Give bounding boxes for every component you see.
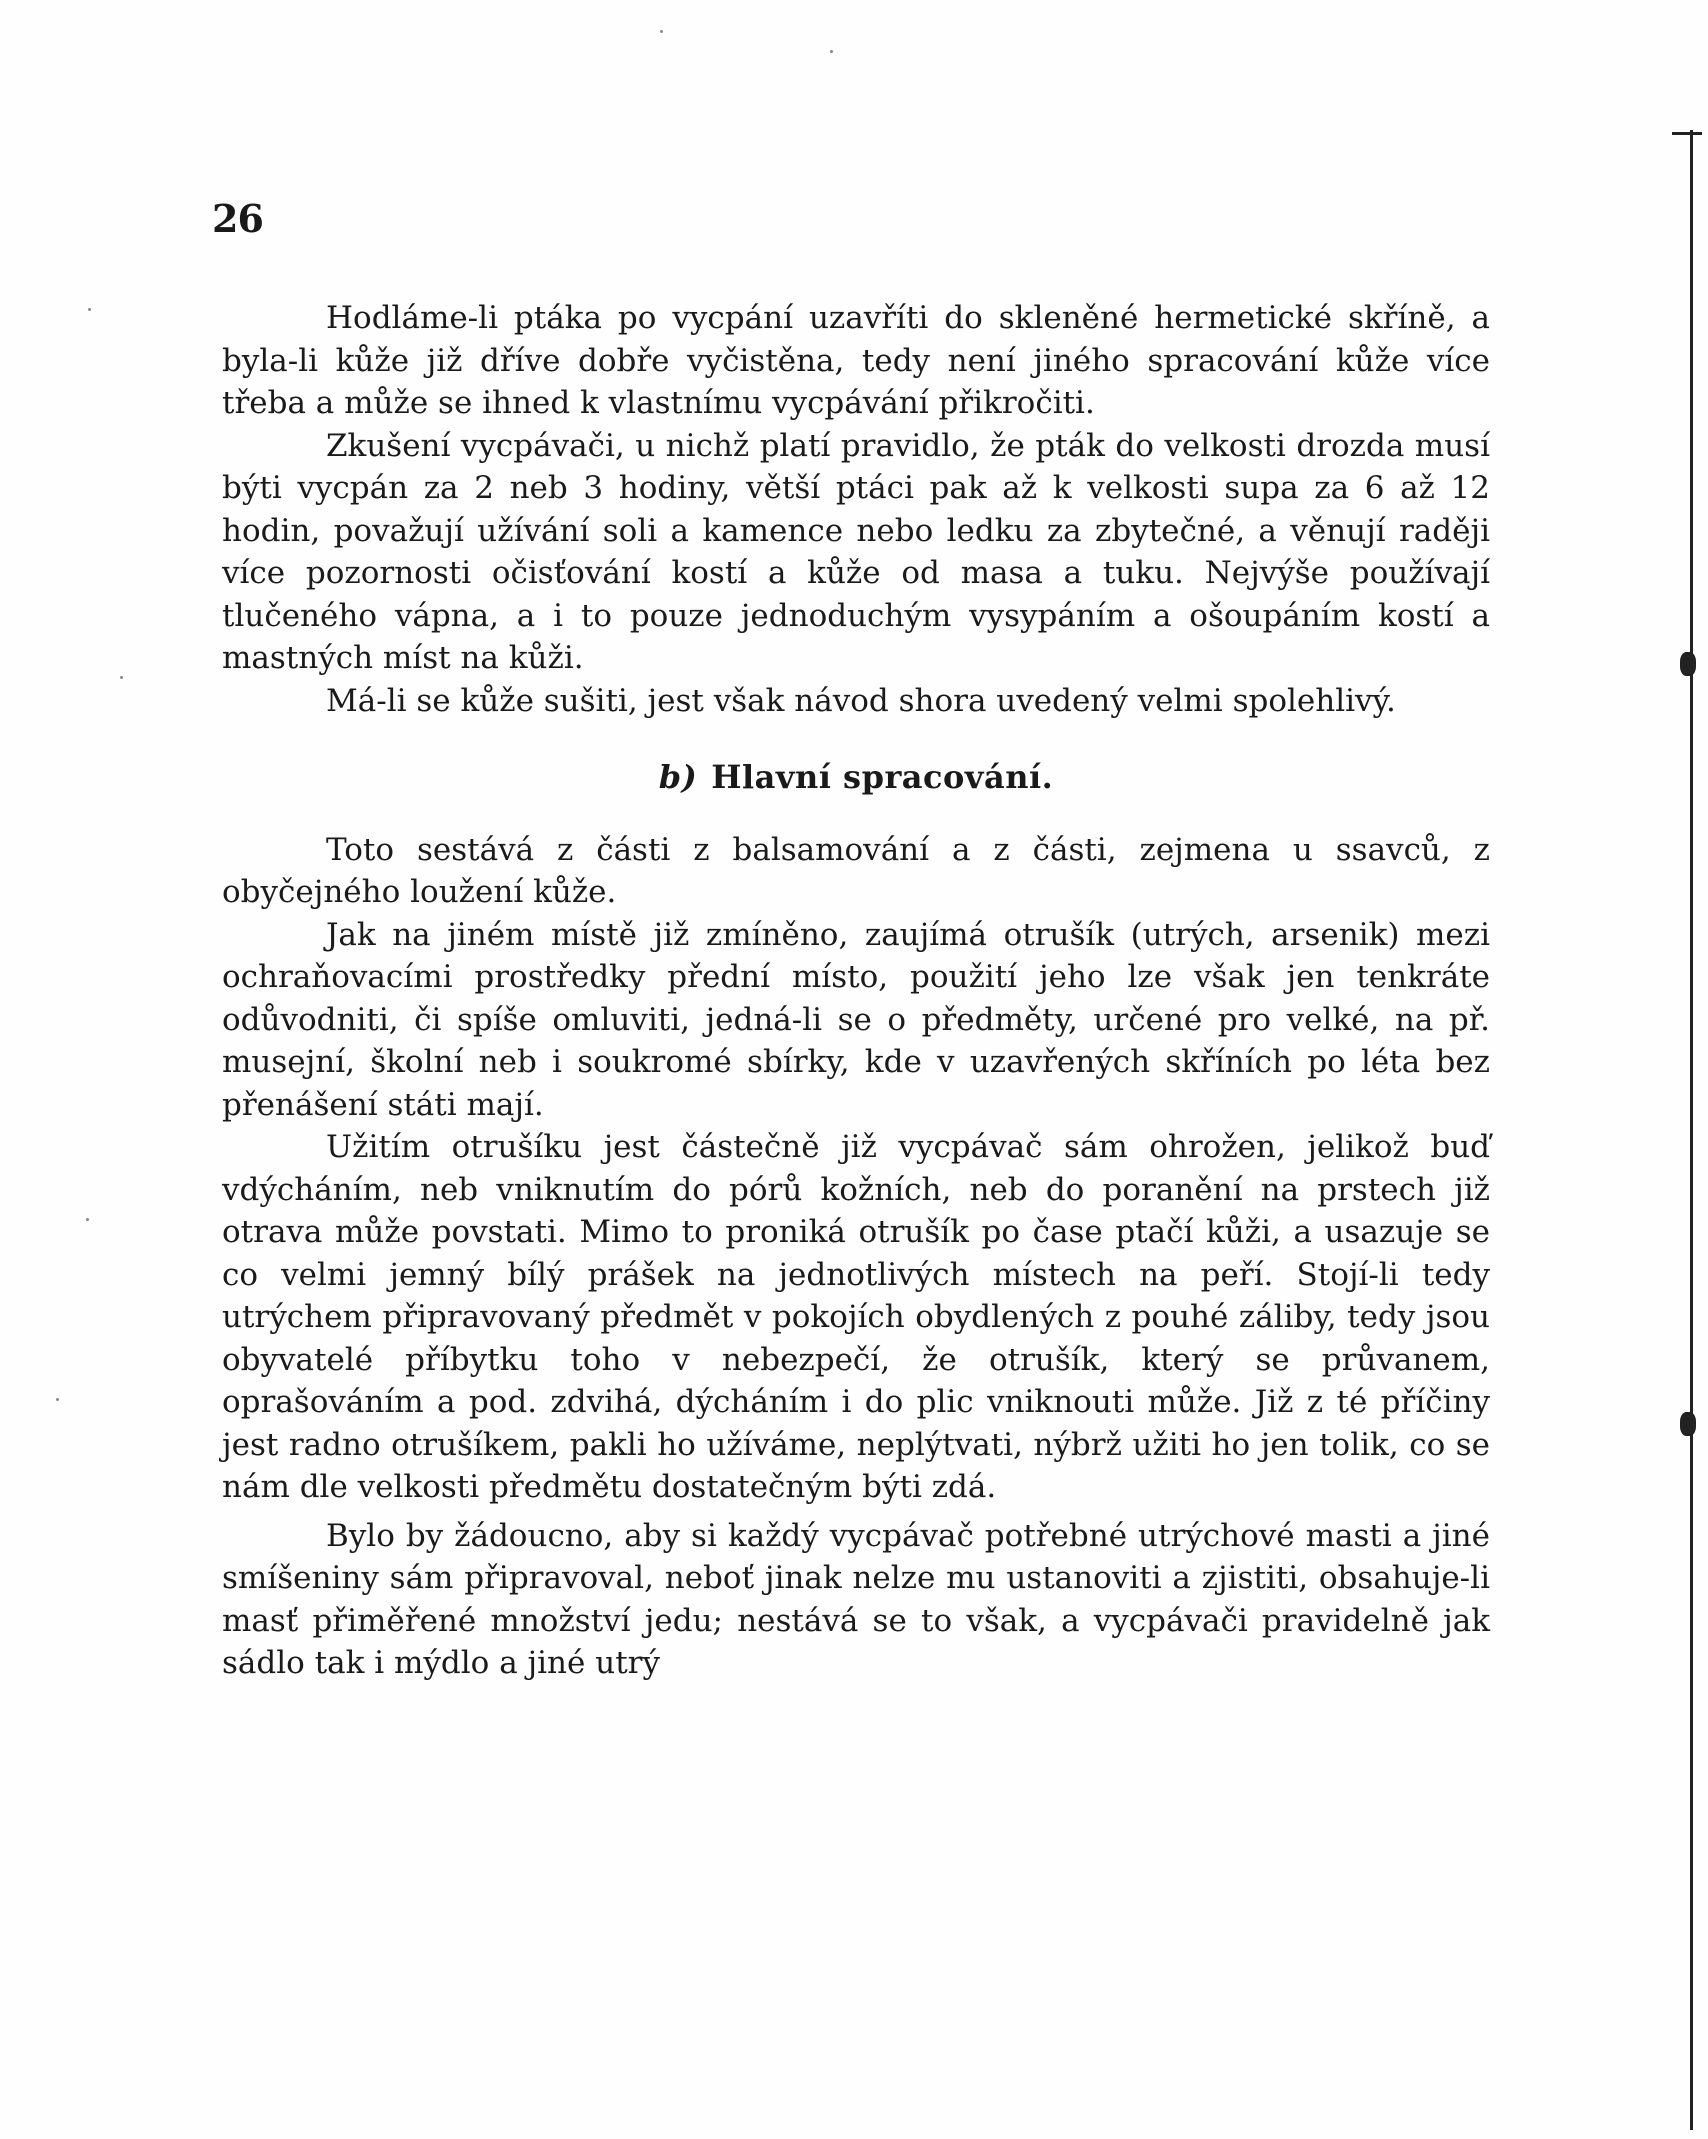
scan-speck (88, 308, 91, 311)
paragraph: Jak na jiném místě již zmíněno, zaujímá otrušík (utrých, arsenik) mezi ochraňovacími prostředky přední místo, použití jeho lze však jen tenkráte odůvodniti, či spíše omluviti, jedná-li se o předměty, určené pro velké, na př. musejní, školní neb i soukromé sbírky, kde v uzavřených skříních po léta bez přenášení státi mají. (222, 916, 1490, 1123)
body-text (222, 297, 1490, 1685)
page-edge-tick (1672, 132, 1702, 135)
page-number: 26 (212, 196, 263, 241)
page-edge-line (1690, 130, 1693, 2130)
paragraph: Hodláme-li ptáka po vycpání uzavříti do skleněné hermetické skříně, a byla-li kůže již dříve dobře vyčistěna, tedy není jiného spracování kůže více třeba a může se ihned k vlastnímu vycpávání přikročiti. (222, 300, 1490, 421)
paragraph: Toto sestává z části z balsamování a z části, zejmena u ssavců, z obyčejného loužení kůže. (222, 831, 1490, 910)
scan-speck (120, 676, 123, 679)
section-title: Hlavní spracování. (711, 758, 1054, 796)
page-edge-mark (1680, 652, 1696, 676)
scan-speck (56, 1398, 59, 1401)
scan-speck (830, 50, 833, 53)
paragraph: Zkušení vycpávači, u nichž platí pravidlo, že pták do velkosti drozda musí býti vycpán za 2 neb 3 hodiny, větší ptáci pak až k velkosti supa za 6 až 12 hodin, považují užívání soli a kamence nebo ledku za zbytečné, a věnují raději více pozornosti očisťování kostí a kůže od masa a tuku. Nejvýše používají tlučeného vápna, a i to pouze jednoduchým vysypáním a ošoupáním kostí a mastných míst na kůži. (222, 427, 1490, 676)
section-letter: b) (658, 758, 698, 796)
paragraph: Má-li se kůže sušiti, jest však návod shora uvedený velmi spolehlivý. (326, 682, 1396, 719)
scan-speck (660, 30, 663, 33)
paragraph: Bylo by žádoucno, aby si každý vycpávač potřebné utrýchové masti a jiné smíšeniny sám připravoval, neboť jinak nelze mu ustanoviti a zjistiti, obsahuje-li masť přiměřené množství jedu; nestává se to však, a vycpávači pravidelně jak sádlo tak i mýdlo a jiné utrý (222, 1517, 1490, 1681)
section-heading (222, 756, 1490, 799)
paragraph: Užitím otrušíku jest částečně již vycpávač sám ohrožen, jelikož buď vdýcháním, neb vniknutím do pórů kožních, neb do poranění na prstech již otrava může povstati. Mimo to proniká otrušík po čase ptačí kůži, a usazuje se co velmi jemný bílý prášek na jednotlivých místech na peří. Stojí-li tedy utrýchem připravovaný předmět v pokojích obydlených z pouhé záliby, tedy jsou obyvatelé příbytku toho v nebezpečí, že otrušík, který se průvanem, oprašováním a pod. zdvihá, dýcháním i do plic vniknouti může. Již z té příčiny jest radno otrušíkem, pakli ho užíváme, neplýtvati, nýbrž užiti ho jen tolik, co se nám dle velkosti předmětu dostatečným býti zdá. (222, 1129, 1490, 1505)
scan-speck (86, 1218, 89, 1221)
page-edge-mark (1680, 1412, 1696, 1436)
